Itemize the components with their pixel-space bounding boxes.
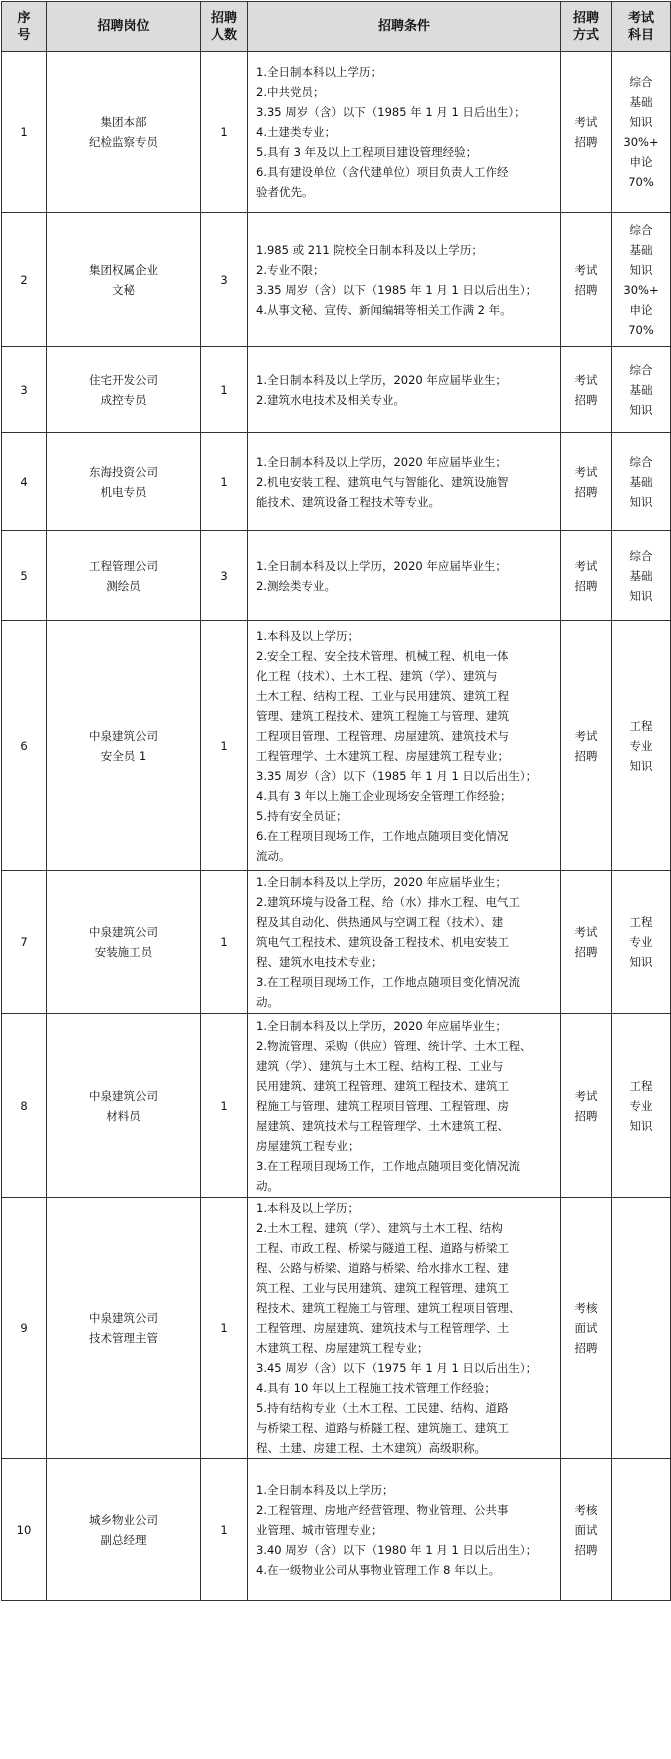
position-cell: 东海投资公司 机电专员 [47, 433, 201, 531]
header-position: 招聘岗位 [47, 2, 201, 52]
table-row [2, 52, 671, 213]
seq-cell: 10 [2, 1459, 47, 1601]
header-conditions: 招聘条件 [248, 2, 561, 52]
conditions-cell: 1.本科及以上学历； 2.土木工程、建筑（学）、建筑与土木工程、结构 工程、市政工程、桥梁与隧道工程、道路与桥梁工 程、公路与桥梁、道路与桥梁、给水排水工程、建 筑工程、工业与民用建筑、建筑工程管理、建筑工 程技术、建筑工程施工与管理、建筑工程项目管理、 工程管理、房屋建筑、建筑技术与工程管理学、土 木建筑工程、房屋建筑工程专业； 3.45 周岁（含）以下（1975 年 1 月 1 日以后出生）； 4.具有 10 年以上工程施工技术管理工作经验； 5.持有结构专业（土木工程、工民建、结构、道路 与桥梁工程、道路与桥隧工程、建筑施工、建筑工 程、土建、房建工程、土木建筑）高级职称。 [248, 1198, 561, 1459]
count-cell: 1 [201, 1014, 248, 1198]
seq-cell: 8 [2, 1014, 47, 1198]
table-row [2, 347, 671, 433]
recruitment-table [1, 1, 671, 1601]
method-cell: 考试 招聘 [561, 621, 612, 871]
method-cell: 考试 招聘 [561, 1014, 612, 1198]
subject-cell: 综合 基础 知识 [612, 347, 671, 433]
seq-cell: 2 [2, 213, 47, 347]
conditions-cell: 1.全日制本科以上学历； 2.中共党员； 3.35 周岁（含）以下（1985 年 1 月 1 日后出生）； 4.土建类专业； 5.具有 3 年及以上工程项目建设管理经验； 6.具有建设单位（含代建单位）项目负责人工作经 验者优先。 [248, 52, 561, 213]
table-body [2, 52, 671, 1601]
seq-cell: 3 [2, 347, 47, 433]
conditions-cell: 1.全日制本科及以上学历； 2.工程管理、房地产经营管理、物业管理、公共事 业管理、城市管理专业； 3.40 周岁（含）以下（1980 年 1 月 1 日以后出生）； 4.在一级物业公司从事物业管理工作 8 年以上。 [248, 1459, 561, 1601]
subject-cell: 工程 专业 知识 [612, 1014, 671, 1198]
header-seq: 序 号 [2, 2, 47, 52]
conditions-cell: 1.全日制本科及以上学历，2020 年应届毕业生； 2.测绘类专业。 [248, 531, 561, 621]
conditions-cell: 1.本科及以上学历； 2.安全工程、安全技术管理、机械工程、机电一体 化工程（技术）、土木工程、建筑（学）、建筑与 土木工程、结构工程、工业与民用建筑、建筑工程 管理、建筑工程技术、建筑工程施工与管理、建筑 工程项目管理、工程管理、房屋建筑、建筑技术与 工程管理学、土木建筑工程、房屋建筑工程专业； 3.35 周岁（含）以下（1985 年 1 月 1 日以后出生）； 4.具有 3 年以上施工企业现场安全管理工作经验； 5.持有安全员证； 6.在工程项目现场工作，工作地点随项目变化情况 流动。 [248, 621, 561, 871]
method-cell: 考试 招聘 [561, 213, 612, 347]
subject-cell: 综合 基础 知识 [612, 531, 671, 621]
method-cell: 考核 面试 招聘 [561, 1459, 612, 1601]
subject-cell: 综合 基础 知识 30%+ 申论 70% [612, 52, 671, 213]
seq-cell: 6 [2, 621, 47, 871]
count-cell: 1 [201, 347, 248, 433]
table-row [2, 531, 671, 621]
subject-cell: 工程 专业 知识 [612, 621, 671, 871]
count-cell: 1 [201, 871, 248, 1014]
count-cell: 1 [201, 1459, 248, 1601]
conditions-cell: 1.全日制本科及以上学历，2020 年应届毕业生； 2.机电安装工程、建筑电气与智能化、建筑设施智 能技术、建筑设备工程技术等专业。 [248, 433, 561, 531]
method-cell: 考试 招聘 [561, 433, 612, 531]
header-method: 招聘 方式 [561, 2, 612, 52]
table-row [2, 213, 671, 347]
position-cell: 工程管理公司 测绘员 [47, 531, 201, 621]
position-cell: 集团权属企业 文秘 [47, 213, 201, 347]
table-row [2, 1459, 671, 1601]
position-cell: 城乡物业公司 副总经理 [47, 1459, 201, 1601]
position-cell: 中泉建筑公司 安全员 1 [47, 621, 201, 871]
position-cell: 中泉建筑公司 技术管理主管 [47, 1198, 201, 1459]
header-count: 招聘 人数 [201, 2, 248, 52]
subject-cell: 综合 基础 知识 30%+ 申论 70% [612, 213, 671, 347]
conditions-cell: 1.全日制本科及以上学历，2020 年应届毕业生； 2.物流管理、采购（供应）管理、统计学、土木工程、 建筑（学）、建筑与土木工程、结构工程、工业与 民用建筑、建筑工程管理、建筑工程技术、建筑工 程施工与管理、建筑工程项目管理、工程管理、房 屋建筑、建筑技术与工程管理学、土木建筑工程、 房屋建筑工程专业； 3.在工程项目现场工作，工作地点随项目变化情况流 动。 [248, 1014, 561, 1198]
header-subject: 考试 科目 [612, 2, 671, 52]
count-cell: 3 [201, 531, 248, 621]
position-cell: 中泉建筑公司 安装施工员 [47, 871, 201, 1014]
method-cell: 考试 招聘 [561, 531, 612, 621]
header-row [2, 2, 671, 52]
conditions-cell: 1.985 或 211 院校全日制本科及以上学历； 2.专业不限； 3.35 周岁（含）以下（1985 年 1 月 1 日以后出生）； 4.从事文秘、宣传、新闻编辑等相关工作满 2 年。 [248, 213, 561, 347]
table-row [2, 1198, 671, 1459]
subject-cell: 工程 专业 知识 [612, 871, 671, 1014]
position-cell: 中泉建筑公司 材料员 [47, 1014, 201, 1198]
seq-cell: 4 [2, 433, 47, 531]
conditions-cell: 1.全日制本科及以上学历，2020 年应届毕业生； 2.建筑水电技术及相关专业。 [248, 347, 561, 433]
conditions-cell: 1.全日制本科及以上学历，2020 年应届毕业生； 2.建筑环境与设备工程、给（水）排水工程、电气工 程及其自动化、供热通风与空调工程（技术）、建 筑电气工程技术、建筑设备工程技术、机电安装工 程、建筑水电技术专业； 3.在工程项目现场工作，工作地点随项目变化情况流 动。 [248, 871, 561, 1014]
table-row [2, 621, 671, 871]
table-row [2, 433, 671, 531]
method-cell: 考核 面试 招聘 [561, 1198, 612, 1459]
count-cell: 1 [201, 52, 248, 213]
seq-cell: 7 [2, 871, 47, 1014]
table-row [2, 871, 671, 1014]
method-cell: 考试 招聘 [561, 52, 612, 213]
subject-cell: 综合 基础 知识 [612, 433, 671, 531]
subject-cell [612, 1198, 671, 1459]
method-cell: 考试 招聘 [561, 347, 612, 433]
table-row [2, 1014, 671, 1198]
subject-cell [612, 1459, 671, 1601]
count-cell: 1 [201, 433, 248, 531]
position-cell: 住宅开发公司 成控专员 [47, 347, 201, 433]
seq-cell: 9 [2, 1198, 47, 1459]
count-cell: 1 [201, 1198, 248, 1459]
count-cell: 3 [201, 213, 248, 347]
method-cell: 考试 招聘 [561, 871, 612, 1014]
seq-cell: 1 [2, 52, 47, 213]
seq-cell: 5 [2, 531, 47, 621]
count-cell: 1 [201, 621, 248, 871]
position-cell: 集团本部 纪检监察专员 [47, 52, 201, 213]
